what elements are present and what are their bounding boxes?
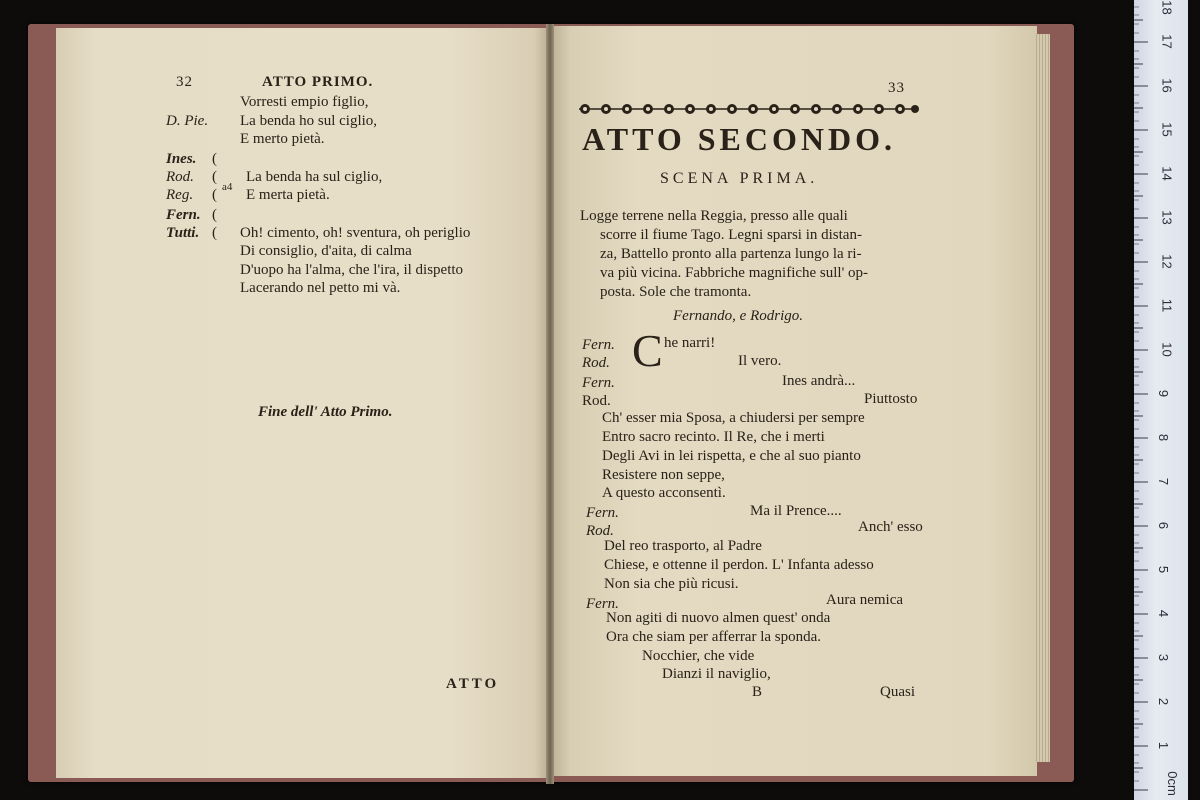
ruler-label: 0cm xyxy=(1164,771,1180,796)
speaker-label: Fern. xyxy=(166,207,201,223)
verse-line: Lacerando nel petto mi và. xyxy=(240,280,401,296)
verse-line: Del reo trasporto, al Padre xyxy=(604,538,762,554)
book-gutter xyxy=(546,24,554,784)
ruler-label: 7 xyxy=(1156,477,1172,486)
left-page-number: 32 xyxy=(176,74,193,90)
speaker-label: Rod. xyxy=(586,523,614,539)
ruler-label: 15 xyxy=(1159,122,1175,137)
direction-line: va più vicina. Fabbriche magnifiche sull' op- xyxy=(600,265,869,281)
ruler-label: 5 xyxy=(1156,565,1172,574)
speaker-label: Rod. xyxy=(582,393,611,409)
verse-line: Non agiti di nuovo almen quest' onda xyxy=(606,610,831,626)
direction-line: posta. Sole che tramonta. xyxy=(600,284,752,300)
act-ending: Fine dell' Atto Primo. xyxy=(258,404,393,420)
direction-line: Logge terrene nella Reggia, presso alle quali xyxy=(580,208,848,224)
verse-line: Non sia che più ricusi. xyxy=(604,576,739,592)
verse-line: Oh! cimento, oh! sventura, oh periglio xyxy=(240,225,471,241)
verse-line: Vorresti empio figlio, xyxy=(240,94,369,110)
ruler-label: 2 xyxy=(1156,697,1172,706)
bracket-glyph: ( xyxy=(212,169,217,185)
verse-line: Ma il Prence.... xyxy=(750,503,842,519)
ruler-label: 9 xyxy=(1156,389,1172,398)
verse-line: Ora che siam per afferrar la sponda. xyxy=(606,629,822,645)
left-running-head: ATTO PRIMO. xyxy=(262,74,374,90)
ruler-label: 13 xyxy=(1159,210,1175,225)
verse-line: Ines andrà... xyxy=(782,373,856,389)
right-catchword: Quasi xyxy=(880,684,915,700)
ruler-label: 12 xyxy=(1159,254,1175,269)
verse-line: La benda ha sul ciglio, xyxy=(246,169,383,185)
verse-line: Aura nemica xyxy=(826,592,904,608)
verse-line: he narri! xyxy=(664,335,716,351)
speaker-label: Rod. xyxy=(582,355,610,371)
speaker-label: Fern. xyxy=(582,375,615,391)
verse-line: Chiese, e ottenne il perdon. L' Infanta adesso xyxy=(604,557,874,573)
verse-line: Nocchier, che vide xyxy=(642,648,755,664)
ruler-label: 17 xyxy=(1159,34,1175,49)
right-page-number: 33 xyxy=(888,80,905,96)
verse-line: Anch' esso xyxy=(858,519,923,535)
speaker-label: Ines. xyxy=(166,151,197,167)
page-edges xyxy=(1034,34,1050,762)
act-title: ATTO SECONDO. xyxy=(582,121,896,157)
ruler-label: 14 xyxy=(1159,166,1175,181)
speaker-label: Reg. xyxy=(166,187,194,203)
drop-capital: C xyxy=(632,325,663,376)
signature-mark: B xyxy=(752,684,763,700)
direction-line: scorre il fiume Tago. Legni sparsi in distan- xyxy=(600,227,862,243)
verse-line: E merto pietà. xyxy=(240,131,325,147)
ruler-label: 6 xyxy=(1156,521,1172,530)
ruler-label: 1 xyxy=(1156,741,1172,750)
speaker-label: Fern. xyxy=(586,505,619,521)
verse-line: A questo acconsentì. xyxy=(602,485,726,501)
verse-line: Il vero. xyxy=(738,353,782,369)
verse-line: Entro sacro recinto. Il Re, che i merti xyxy=(602,429,825,445)
speaker-label: Fern. xyxy=(582,337,615,353)
scene-title: SCENA PRIMA. xyxy=(660,170,819,187)
ruler-label: 10 xyxy=(1159,342,1175,357)
ruler-label: 3 xyxy=(1156,653,1172,662)
bracket-glyph: ( xyxy=(212,151,217,167)
verse-line: E merta pietà. xyxy=(246,187,330,203)
a4-marker: a4 xyxy=(222,181,233,193)
verse-line: Degli Avi in lei rispetta, e che al suo pianto xyxy=(602,448,861,464)
ruler-label: 18 xyxy=(1159,0,1175,15)
ruler-ticks xyxy=(1134,0,1188,800)
bracket-glyph: ( xyxy=(212,207,217,223)
verse-line: Resistere non seppe, xyxy=(602,467,725,483)
scene-characters: Fernando, e Rodrigo. xyxy=(673,308,803,324)
measuring-ruler xyxy=(1134,0,1188,800)
ruler-label: 11 xyxy=(1159,298,1175,313)
speaker-label: Tutti. xyxy=(166,225,200,241)
verse-line: Piuttosto xyxy=(864,391,918,407)
bracket-glyph: ( xyxy=(212,187,217,203)
direction-line: za, Battello pronto alla partenza lungo la ri- xyxy=(600,246,862,262)
left-catchword: ATTO xyxy=(446,676,500,692)
verse-line: Di consiglio, d'aita, di calma xyxy=(240,243,412,259)
speaker-label: D. Pie. xyxy=(166,113,209,129)
ruler-label: 4 xyxy=(1156,609,1172,618)
verse-line: Ch' esser mia Sposa, a chiudersi per sempre xyxy=(602,410,865,426)
ruler-label: 16 xyxy=(1159,78,1175,93)
verse-line: La benda ho sul ciglio, xyxy=(240,113,378,129)
verse-line: Dianzi il naviglio, xyxy=(662,666,771,682)
speaker-label: Rod. xyxy=(166,169,194,185)
ornament-border xyxy=(577,100,920,118)
bracket-glyph: ( xyxy=(212,225,217,241)
verse-line: D'uopo ha l'alma, che l'ira, il dispetto xyxy=(240,262,464,278)
ruler-label: 8 xyxy=(1156,433,1172,442)
speaker-label: Fern. xyxy=(586,596,619,612)
